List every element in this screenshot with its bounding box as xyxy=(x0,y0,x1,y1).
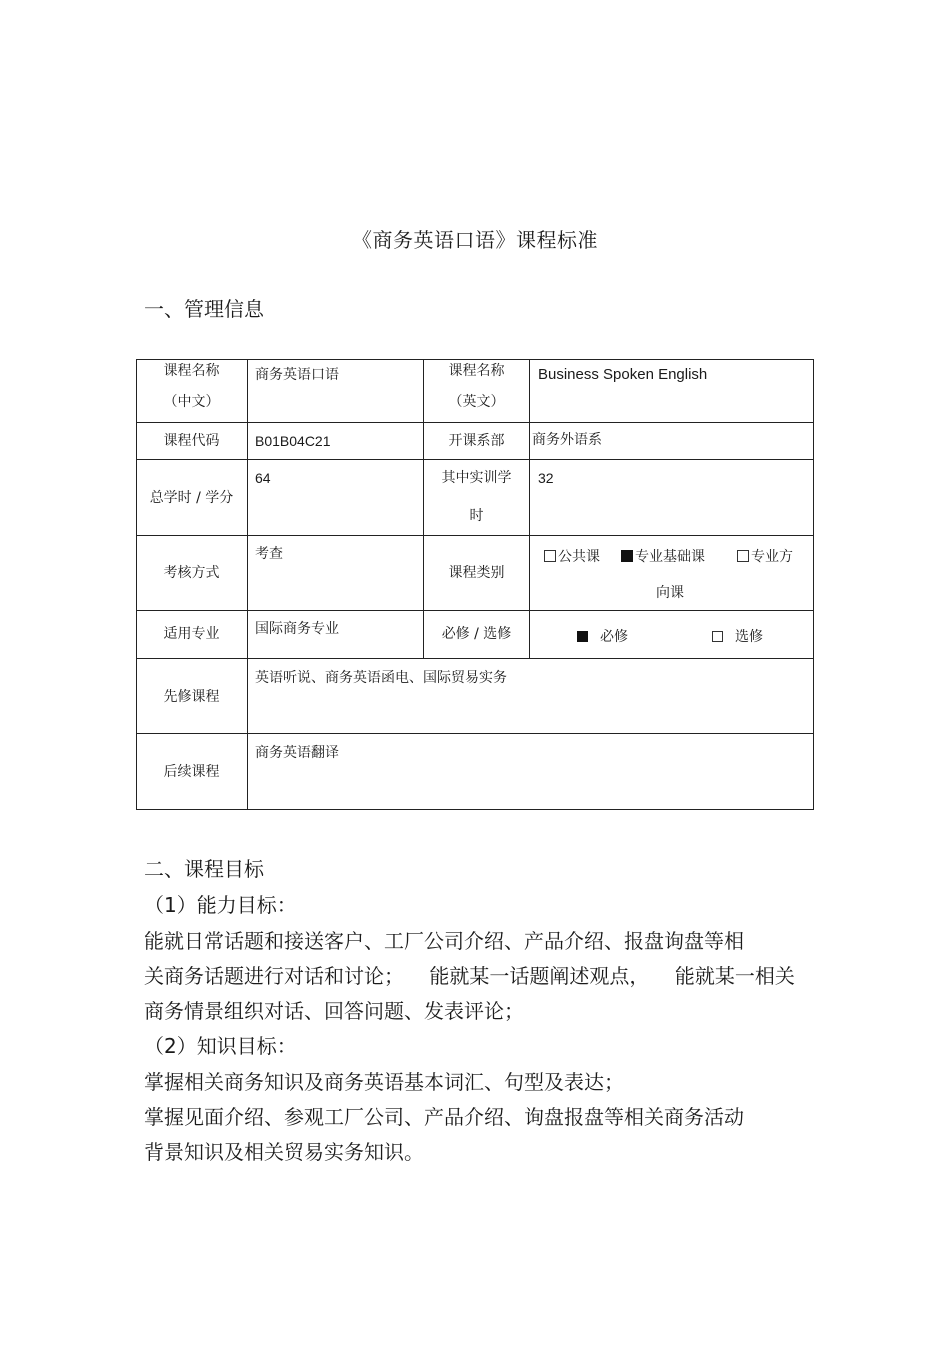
label-course-name-en-line2: （英文） xyxy=(448,394,505,410)
label-practice-hours xyxy=(424,470,529,524)
option-direction-label-line2: 向课 xyxy=(656,585,684,601)
value-course-name-cn: 商务英语口语 xyxy=(255,367,339,383)
option-direction-label-line1: 专业方 xyxy=(751,549,793,565)
value-assessment: 考查 xyxy=(255,546,283,562)
value-follow-up: 商务英语翻译 xyxy=(255,745,339,761)
section-heading-goals: 二、课程目标 xyxy=(144,857,264,881)
label-course-name-en xyxy=(424,363,529,410)
option-public-course[interactable] xyxy=(544,546,600,566)
knowledge-goal-line: 掌握见面介绍、参观工厂公司、产品介绍、询盘报盘等相关商务活动 xyxy=(144,1105,744,1129)
option-elective-label: 选修 xyxy=(735,629,763,645)
label-required-elective: 必修 / 选修 xyxy=(441,626,512,642)
label-course-name-cn-line1: 课程名称 xyxy=(163,363,220,379)
checkbox-foundation[interactable] xyxy=(621,550,633,562)
knowledge-goal-heading: （2）知识目标： xyxy=(144,1034,297,1058)
checkbox-elective[interactable] xyxy=(712,631,723,642)
label-course-type: 课程类别 xyxy=(448,565,505,581)
label-follow-up: 后续课程 xyxy=(163,764,220,780)
value-prerequisite: 英语听说、商务英语函电、国际贸易实务 xyxy=(255,670,507,686)
management-info-table xyxy=(136,359,814,810)
ability-goal-line: 商务情景组织对话、回答问题、发表评论； xyxy=(144,999,524,1023)
label-practice-hours-line2: 时 xyxy=(469,508,484,524)
label-assessment: 考核方式 xyxy=(163,565,220,581)
section-heading-management: 一、管理信息 xyxy=(144,297,264,321)
label-total-hours: 总学时 / 学分 xyxy=(149,490,234,506)
checkbox-public[interactable] xyxy=(544,550,556,562)
label-practice-hours-line1: 其中实训学 xyxy=(441,470,512,486)
option-elective[interactable] xyxy=(712,626,763,646)
knowledge-goal-line: 掌握相关商务知识及商务英语基本词汇、句型及表达； xyxy=(144,1070,624,1094)
option-required-label: 必修 xyxy=(600,629,628,645)
option-direction-course[interactable] xyxy=(737,546,793,566)
value-total-hours: 64 xyxy=(255,470,271,486)
option-foundation-label: 专业基础课 xyxy=(635,549,705,565)
value-department: 商务外语系 xyxy=(532,432,602,448)
label-course-name-en-line1: 课程名称 xyxy=(448,363,505,379)
knowledge-goal-line: 背景知识及相关贸易实务知识。 xyxy=(144,1140,424,1164)
option-foundation-course[interactable] xyxy=(621,546,705,566)
label-course-name-cn-line2: （中文） xyxy=(163,394,220,410)
value-applicable-major: 国际商务专业 xyxy=(255,621,339,637)
ability-goal-line: 关商务话题进行对话和讨论； 能就某一话题阐述观点， 能就某一相关 xyxy=(144,964,795,988)
label-prerequisite: 先修课程 xyxy=(163,689,220,705)
ability-goal-heading: （1）能力目标： xyxy=(144,893,297,917)
label-department: 开课系部 xyxy=(448,433,505,449)
option-public-label: 公共课 xyxy=(558,549,600,565)
document-title: 《商务英语口语》课程标准 xyxy=(352,228,598,252)
label-course-code: 课程代码 xyxy=(163,433,220,449)
label-course-name-cn xyxy=(136,363,247,410)
label-applicable-major: 适用专业 xyxy=(163,626,220,642)
ability-goal-line: 能就日常话题和接送客户、工厂公司介绍、产品介绍、报盘询盘等相 xyxy=(144,929,744,953)
value-course-name-en: Business Spoken English xyxy=(538,366,708,383)
option-required[interactable] xyxy=(577,626,628,646)
value-practice-hours: 32 xyxy=(538,470,554,486)
value-course-code: B01B04C21 xyxy=(255,433,331,449)
checkbox-direction[interactable] xyxy=(737,550,749,562)
checkbox-required[interactable] xyxy=(577,631,588,642)
